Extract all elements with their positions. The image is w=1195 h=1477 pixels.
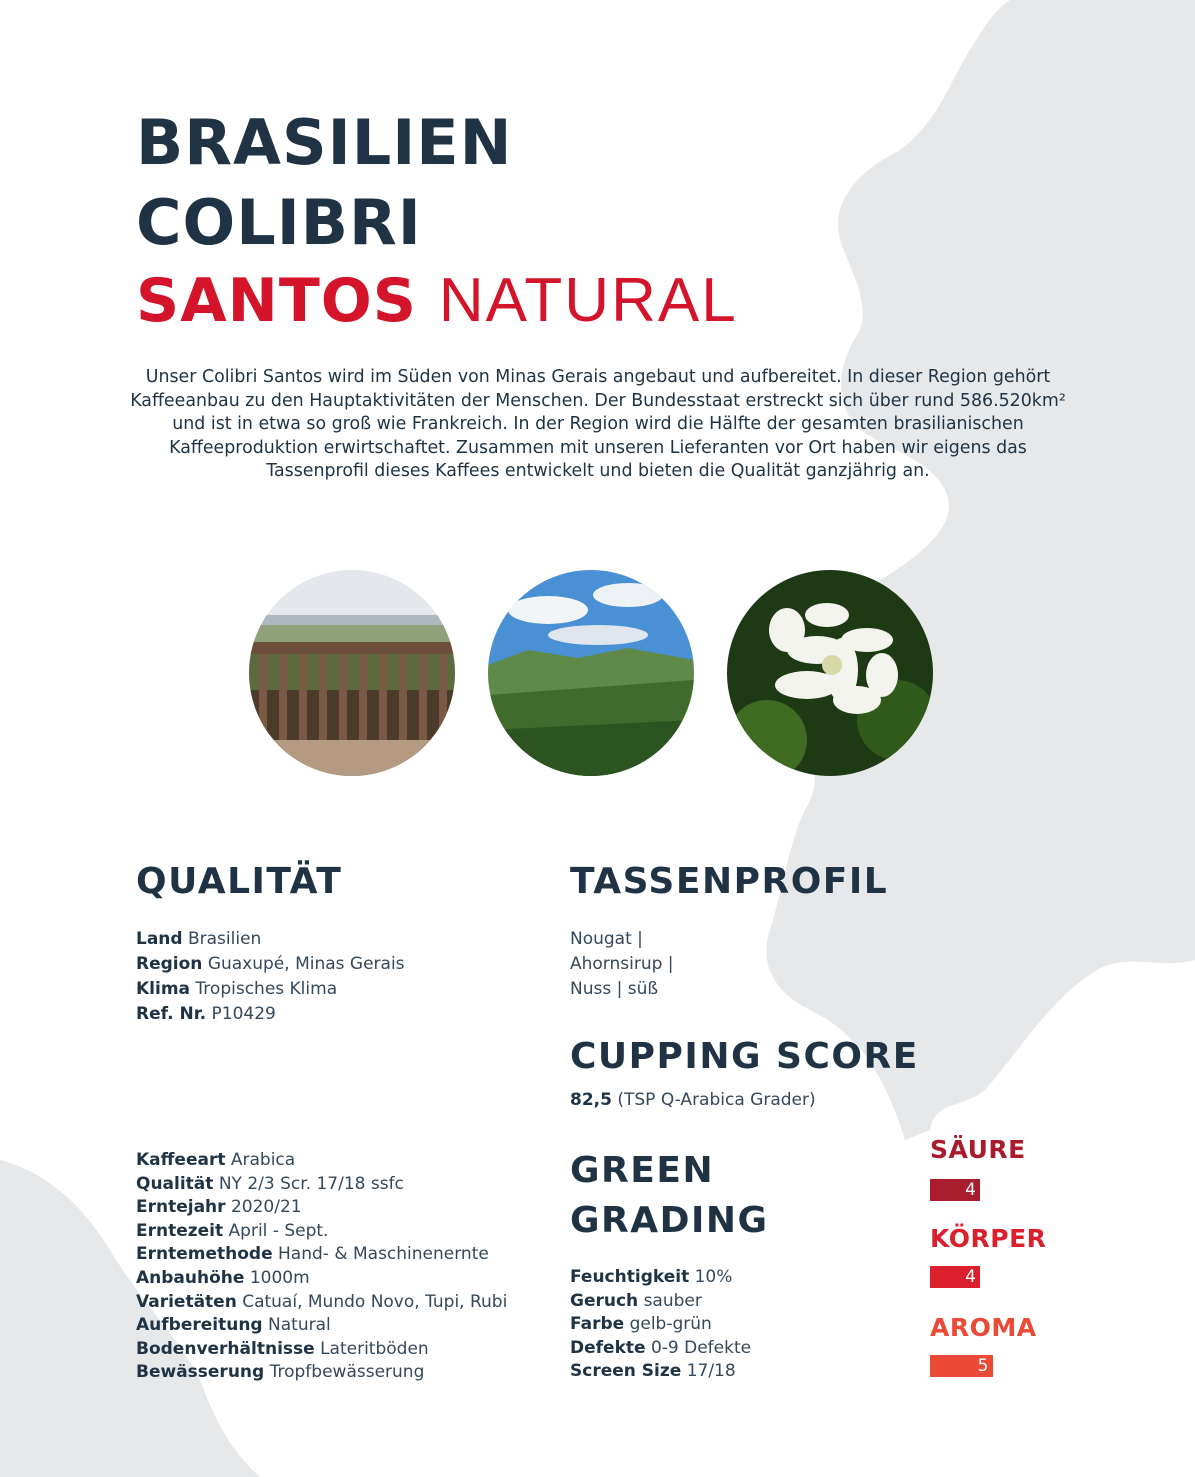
title-variety-thin: NATURAL [438,266,738,335]
green-grading-row: Screen Size 17/18 [570,1361,736,1382]
details-row: Erntejahr 2020/21 [136,1197,302,1218]
rating-label-aroma: AROMA [930,1313,1037,1342]
details-row: Qualität NY 2/3 Scr. 17/18 ssfc [136,1173,404,1194]
cup-profile-line: Ahornsirup | [570,954,674,974]
cupping-score-heading: CUPPING SCORE [570,1036,919,1077]
green-grading-row: Feuchtigkeit 10% [570,1267,733,1287]
green-grading-list [570,1266,751,1384]
green-grading-row: Defekte 0-9 Defekte [570,1337,752,1358]
green-grading-row: Farbe gelb-grün [570,1314,712,1335]
details-row: Aufbereitung Natural [136,1315,331,1336]
green-grading-heading: GREEN GRADING [570,1150,769,1241]
title-brand: COLIBRI [136,186,422,259]
quality-heading: QUALITÄT [136,861,343,902]
cup-profile-line: Nougat | [570,929,643,949]
coffee-hills-photo [488,570,694,776]
cup-profile-line: Nuss | süß [570,979,659,999]
details-row: Bodenverhältnisse Lateritböden [136,1338,429,1359]
quality-row-land: Land Brasilien [136,929,262,949]
details-list [136,1149,507,1385]
cupping-score-note: (TSP Q-Arabica Grader) [617,1090,816,1110]
quality-row-region: Region Guaxupé, Minas Gerais [136,954,405,974]
details-row: Bewässerung Tropfbewässerung [136,1362,425,1383]
quality-row-ref: Ref. Nr. P10429 [136,1004,276,1024]
rating-label-saeure: SÄURE [930,1135,1026,1164]
quality-row-klima: Klima Tropisches Klima [136,979,338,999]
cupping-score-value: 82,5 [570,1090,612,1110]
green-grading-row: Geruch sauber [570,1290,702,1311]
cup-profile-heading: TASSENPROFIL [570,861,889,902]
title-variety-bold: SANTOS [136,266,418,336]
quality-list [136,927,405,1027]
details-row: Kaffeeart Arabica [136,1150,296,1170]
title-country: BRASILIEN [136,106,513,179]
cupping-score [570,1089,816,1113]
rating-label-koerper: KÖRPER [930,1224,1047,1253]
cup-profile-list [570,927,674,1002]
intro-paragraph: Unser Colibri Santos wird im Süden von Minas Gerais angebaut und aufbereitet. In dieser Region gehört Kaffeeanbau zu den Hauptaktivitäten der Menschen. Der Bundesstaat erstreckt sich über rund 586.520km² und ist in etwa so groß wie Frankreich. In der Region wird die Hälfte der gesamten brasilianischen Kaffeeproduktion erwirtschaftet. Zusammen mit unseren Lieferanten vor Ort haben wir eigens das Tassenprofil dieses Kaffees entwickelt und bieten die Qualität ganzjährig an. [130,367,1066,481]
details-row: Varietäten Catuaí, Mundo Novo, Tupi, Rubi [136,1291,508,1312]
details-row: Anbauhöhe 1000m [136,1267,310,1288]
rating-bar-saeure: 4 [930,1179,980,1201]
title-variety [136,266,738,336]
details-row: Erntezeit April - Sept. [136,1220,329,1241]
rating-bar-aroma: 5 [930,1355,993,1377]
rating-bar-koerper: 4 [930,1266,980,1288]
landscape-balcony-photo [249,570,455,776]
coffee-blossom-photo [727,570,933,776]
details-row: Erntemethode Hand- & Maschinenernte [136,1244,489,1265]
